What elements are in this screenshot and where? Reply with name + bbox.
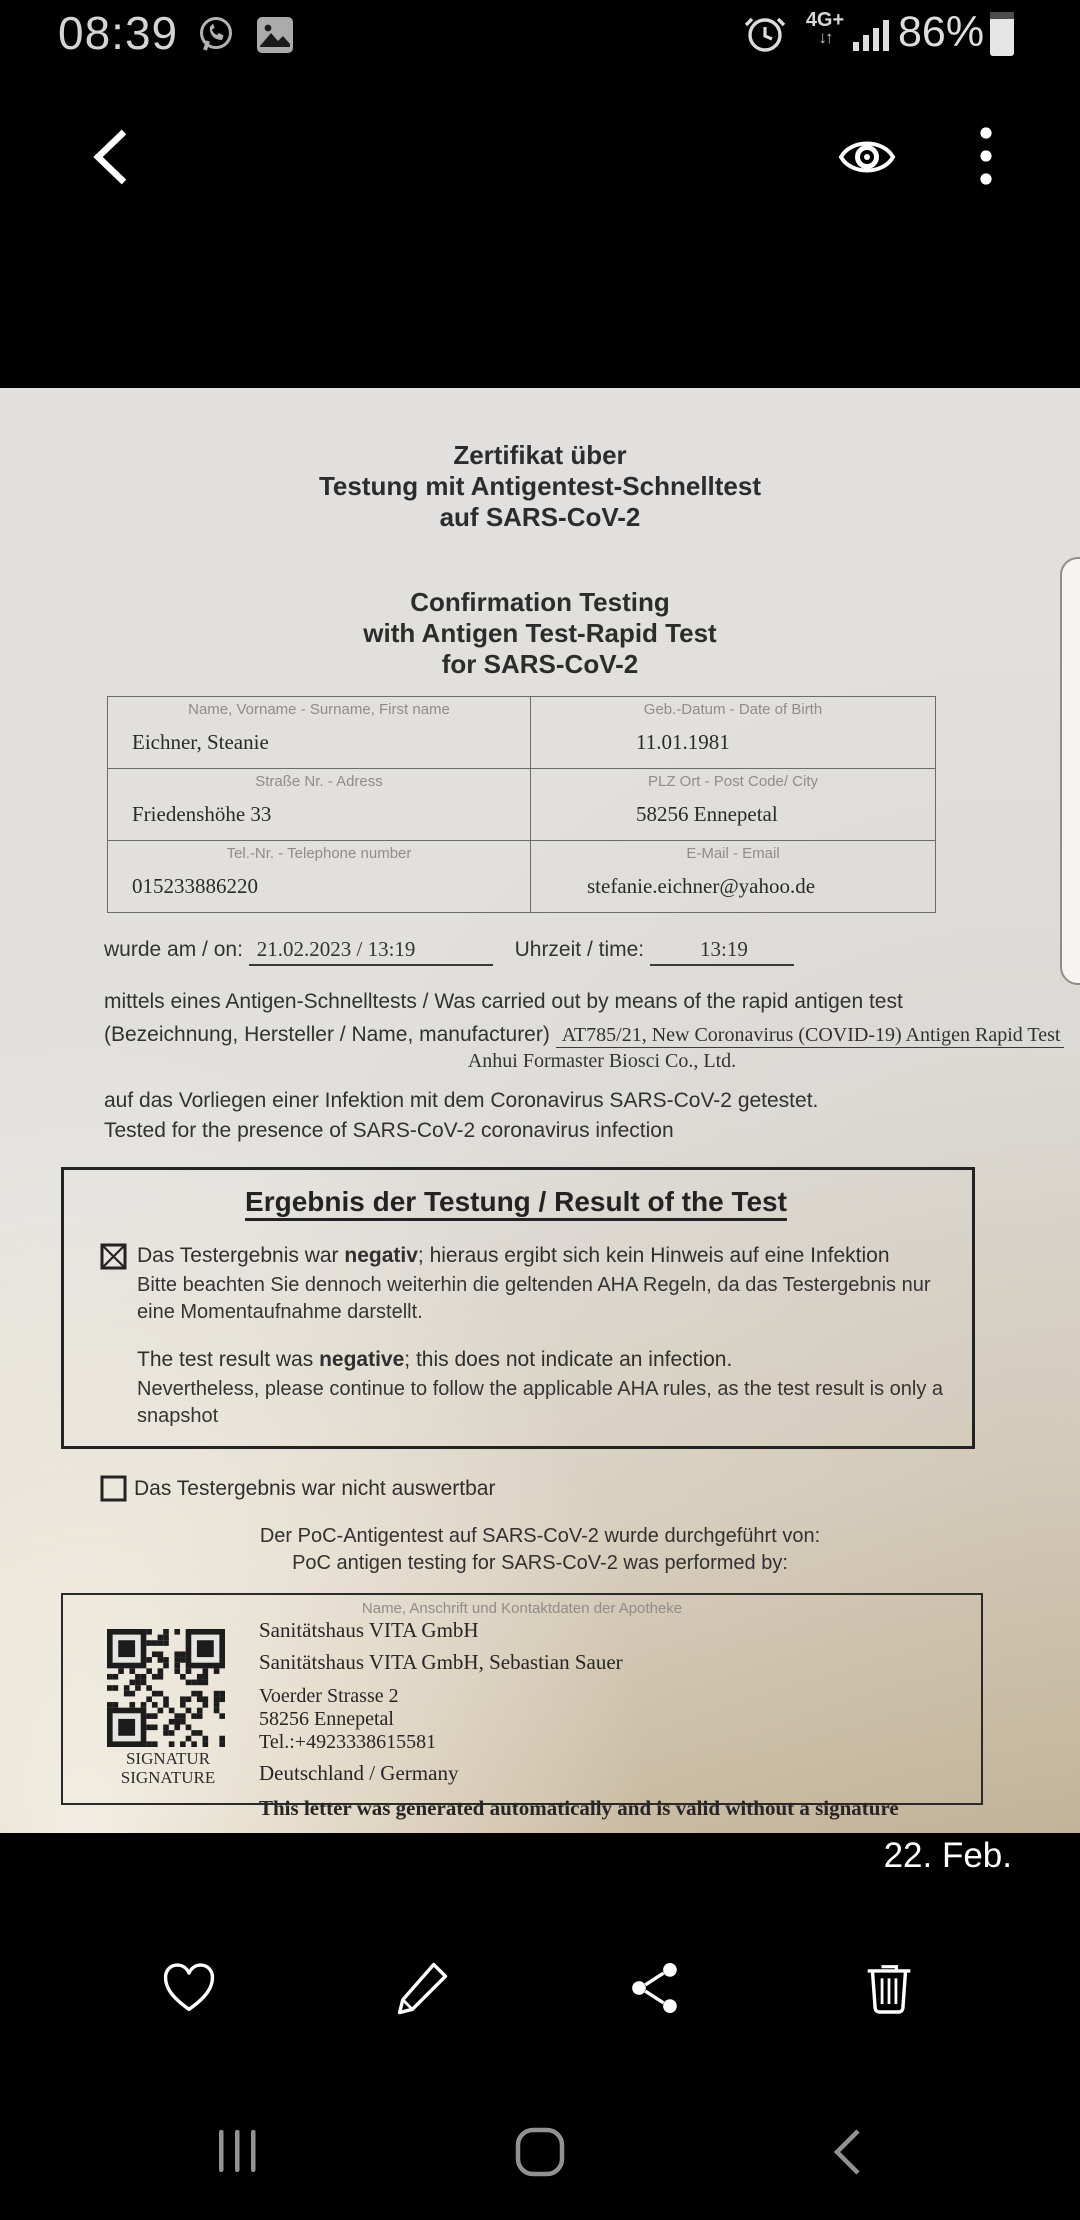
dob-value: 11.01.1981	[636, 730, 730, 754]
performed-by	[0, 1523, 1080, 1577]
certificate-photo[interactable]	[0, 388, 1080, 1833]
whatsapp-icon	[196, 14, 236, 54]
result-note-en: Nevertheless, please continue to follow the applicable AHA rules, as the test result is only a snapshot	[137, 1378, 944, 1427]
alarm-icon	[742, 10, 788, 56]
overflow-menu-icon[interactable]	[975, 125, 997, 189]
pharmacy-line: Deutschland / Germany	[259, 1761, 459, 1785]
pharmacy-line: Voerder Strasse 2	[259, 1685, 399, 1707]
unchecked-checkbox-icon	[100, 1475, 127, 1502]
home-icon[interactable]	[514, 2126, 566, 2178]
network-arrows: ↓↑	[818, 28, 832, 47]
certificate-title-en: Confirmation Testing with Antigen Test-Rapid Test for SARS-CoV-2	[363, 587, 717, 679]
manufacturer-row	[104, 1023, 1080, 1047]
pharmacy-line: Sanitätshaus VITA GmbH	[259, 1618, 479, 1642]
heart-icon[interactable]	[157, 1956, 221, 2020]
email-value: stefanie.eichner@yahoo.de	[587, 874, 816, 898]
network-4g-icon	[800, 10, 850, 46]
name-value: Eichner, Steanie	[132, 730, 269, 754]
phone-label: Tel.-Nr. - Telephone number	[226, 845, 412, 862]
pharmacy-line: 58256 Ennepetal	[259, 1708, 394, 1730]
pharmacy-details	[259, 1617, 899, 1821]
table-row	[108, 697, 936, 769]
pharmacy-label: Name, Anschrift und Kontaktdaten der Apotheke	[361, 1600, 683, 1617]
test-time-value: 13:19	[650, 937, 794, 966]
street-value: Friedenshöhe 33	[132, 802, 272, 826]
result-note-de: Bitte beachten Sie dennoch weiterhin die geltenden AHA Regeln, da das Testergebnis nur eine Momentaufnahme darstellt.	[137, 1274, 931, 1323]
not-evaluable-row	[100, 1477, 1080, 1501]
result-box-title: Ergebnis der Testung / Result of the Test	[245, 1186, 787, 1217]
share-icon[interactable]	[623, 1956, 687, 2020]
battery-icon	[988, 10, 1016, 58]
paper-edge-card	[1060, 557, 1080, 985]
not-evaluable-text: Das Testergebnis war nicht auswertbar	[134, 1477, 496, 1500]
result-negative-item	[100, 1242, 944, 1430]
pharmacy-box	[61, 1593, 983, 1820]
back-icon[interactable]	[88, 127, 132, 187]
pharmacy-line: Tel.:+4923338615581	[259, 1731, 437, 1753]
battery-percent-text: 86%	[898, 8, 985, 56]
performed-by-de: Der PoC-Antigentest auf SARS-CoV-2 wurde durchgeführt von:	[259, 1525, 821, 1547]
manufacturer-label: (Bezeichnung, Hersteller / Name, manufacturer)	[104, 1023, 550, 1046]
network-label: 4G+	[805, 9, 845, 31]
checked-checkbox-icon	[100, 1243, 127, 1270]
manufacturer-value-2: Anhui Formaster Biosci Co., Ltd.	[467, 1050, 737, 1072]
result-box	[61, 1167, 975, 1449]
patient-info-table	[107, 696, 936, 913]
city-value: 58256 Ennepetal	[636, 802, 778, 826]
navigation-bar	[0, 2100, 1080, 2220]
result-negative-de: Das Testergebnis war negativ; hieraus ergibt sich kein Hinweis auf eine Infektion	[137, 1244, 890, 1267]
test-date-row	[104, 937, 1080, 966]
recents-icon[interactable]	[215, 2128, 261, 2174]
test-date-label: wurde am / on:	[104, 938, 243, 961]
street-label: Straße Nr. - Adress	[255, 773, 383, 790]
signal-icon	[852, 18, 892, 52]
manufacturer-value: AT785/21, New Coronavirus (COVID-19) Antigen Rapid Test	[556, 1024, 1065, 1048]
test-time-label: Uhrzeit / time:	[514, 938, 645, 961]
status-bar	[0, 0, 1080, 80]
photo-date-label: 22. Feb.	[883, 1836, 1012, 1875]
trash-icon[interactable]	[857, 1956, 921, 2020]
email-label: E-Mail - Email	[686, 845, 780, 862]
result-negative-en: The test result was negative; this does not indicate an infection. Nevertheless, please continue to follow the applicable AHA rules, as the test result is only a snapshot	[137, 1346, 937, 1430]
nav-back-icon[interactable]	[828, 2126, 864, 2178]
method-line: mittels eines Antigen-Schnelltests / Was carried out by means of the rapid antigen test	[104, 990, 903, 1013]
pharmacy-line: Sanitätshaus VITA GmbH, Sebastian Sauer	[259, 1650, 623, 1674]
city-label: PLZ Ort - Post Code/ City	[647, 773, 819, 790]
name-label: Name, Vorname - Surname, First name	[188, 701, 450, 718]
table-row	[108, 841, 936, 913]
pencil-icon[interactable]	[390, 1956, 454, 2020]
tested-en: Tested for the presence of SARS-CoV-2 coronavirus infection	[104, 1119, 674, 1142]
phone-value: 015233886220	[132, 874, 258, 898]
performed-by-en: PoC antigen testing for SARS-CoV-2 was performed by:	[292, 1552, 788, 1574]
signature-caption: SIGNATUR SIGNATURE	[120, 1749, 216, 1787]
certificate-title-de: Zertifikat über Testung mit Antigentest-Schnelltest auf SARS-CoV-2	[318, 440, 762, 532]
auto-generated-note: This letter was generated automatically and is valid without a signature	[259, 1796, 899, 1820]
gallery-toolbar	[0, 105, 1080, 245]
eye-icon[interactable]	[835, 127, 899, 187]
table-row	[108, 769, 936, 841]
tested-de: auf das Vorliegen einer Infektion mit dem Coronavirus SARS-CoV-2 getestet.	[104, 1089, 819, 1112]
dob-label: Geb.-Datum - Date of Birth	[643, 701, 823, 718]
qr-code	[107, 1629, 225, 1747]
clock-text: 08:39	[58, 7, 179, 59]
gallery-icon	[256, 16, 294, 54]
test-date-value: 21.02.2023 / 13:19	[249, 937, 493, 966]
